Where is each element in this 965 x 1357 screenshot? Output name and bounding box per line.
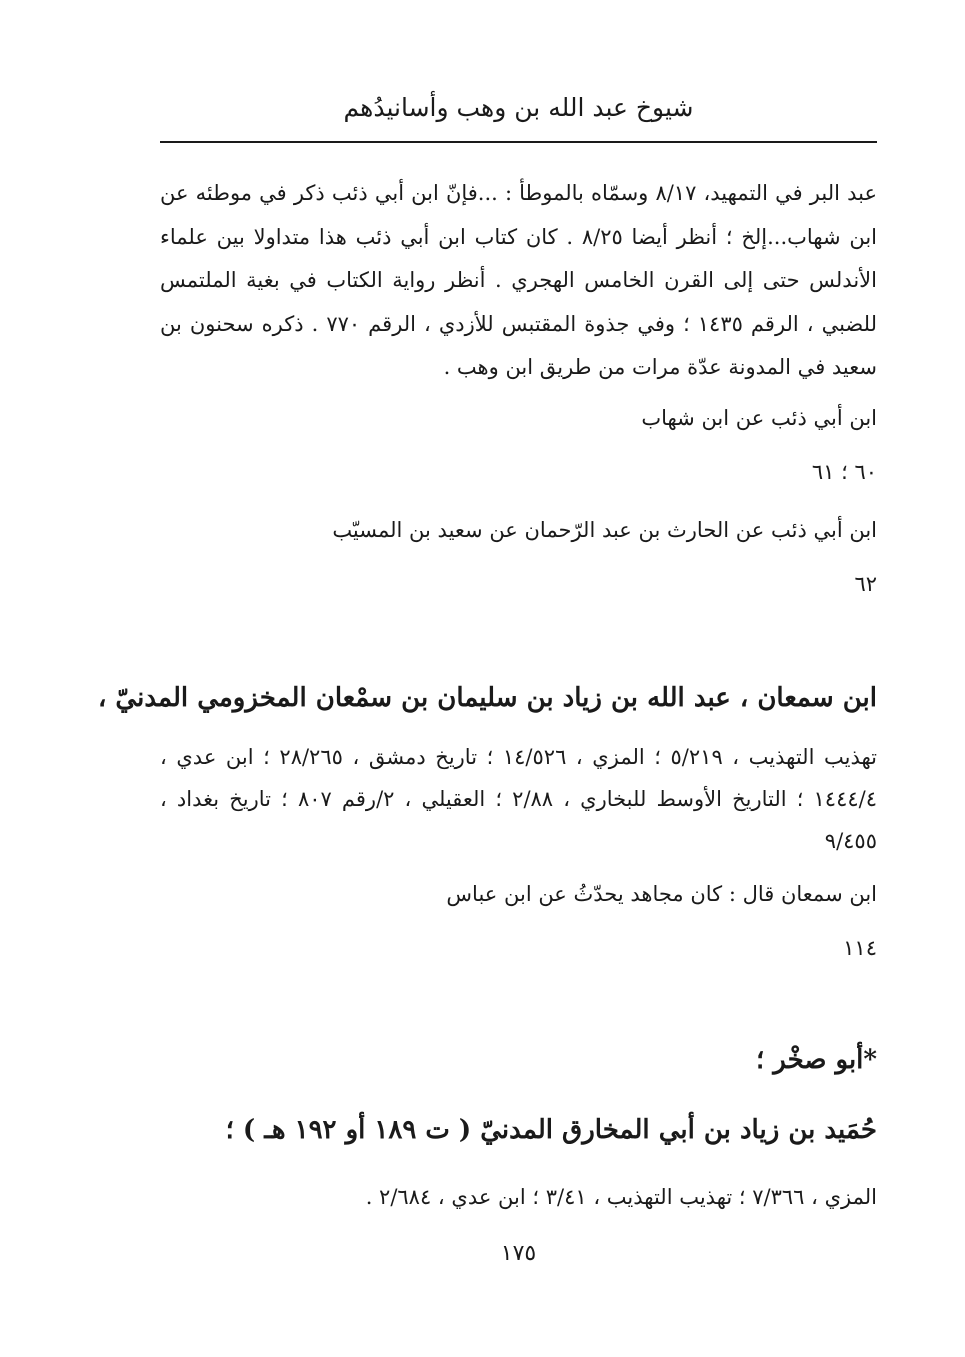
isnad-line: ابن سمعان قال : كان مجاهد يحدّثُ عن ابن عباس: [446, 882, 877, 906]
isnad-numbers: ١١٤: [843, 936, 877, 960]
entry-heading: ابن سمعان ، عبد الله بن زياد بن سليمان بن سمْعان المخزومي المدنيّ ،: [97, 683, 877, 713]
isnad-line: ابن أبي ذئب عن الحارث بن عبد الرّحمان عن سعيد بن المسيّب: [332, 518, 877, 542]
isnad-line: ابن أبي ذئب عن ابن شهاب: [641, 406, 877, 430]
entry-references: المزي ، ٧/٣٦٦ ؛ تهذيب التهذيب ، ٣/٤١ ؛ ابن عدي ، ٢/٦٨٤ .: [365, 1185, 877, 1209]
isnad-numbers: ٦٠ ؛ ٦١: [811, 460, 877, 484]
isnad-numbers: ٦٢: [854, 572, 877, 596]
entry-kunya: *أبو صخْر ؛: [755, 1045, 877, 1075]
header-divider: [160, 141, 877, 143]
page-number: ١٧٥: [500, 1241, 537, 1266]
running-head-title: شيوخ عبد الله بن وهب وأسانيدُهم: [343, 93, 694, 122]
intro-paragraph: عبد البر في التمهيد، ٨/١٧ وسمّاه بالموطأ : ...فإنّ ابن أبي ذئب ذكر في موطئه عن ابن شهاب...إلخ ؛ أنظر أيضا ٨/٢٥ . كان كتاب ابن أبي ذئب هذا متداولا بين علماء الأندلس حتى إلى القرن الخامس الهجري . أنظر رواية الكتاب في بغية الملتمس للضبي ، الرقم ١٤٣٥ ؛ وفي جذوة المقتبس للأزدي ، الرقم ٧٧٠ . ذكره سحنون بن سعيد في المدونة عدّة مرات من طريق ابن وهب .: [160, 181, 878, 379]
entry-references: تهذيب التهذيب ، ٥/٢١٩ ؛ المزي ، ١٤/٥٢٦ ؛ تاريخ دمشق ، ٢٨/٢٦٥ ؛ ابن عدي ، ١٤٤٤/٤ ؛ التاريخ الأوسط للبخاري ، ٢/٨٨ ؛ العقيلي ، ٢/رقم ٨٠٧ ؛ تاريخ بغداد ، ٩/٤٥٥: [160, 745, 878, 853]
entry-heading: حُمَيد بن زياد بن أبي المخارق المدنيّ ( ت ١٨٩ أو ١٩٢ هـ ) ؛: [225, 1115, 877, 1145]
